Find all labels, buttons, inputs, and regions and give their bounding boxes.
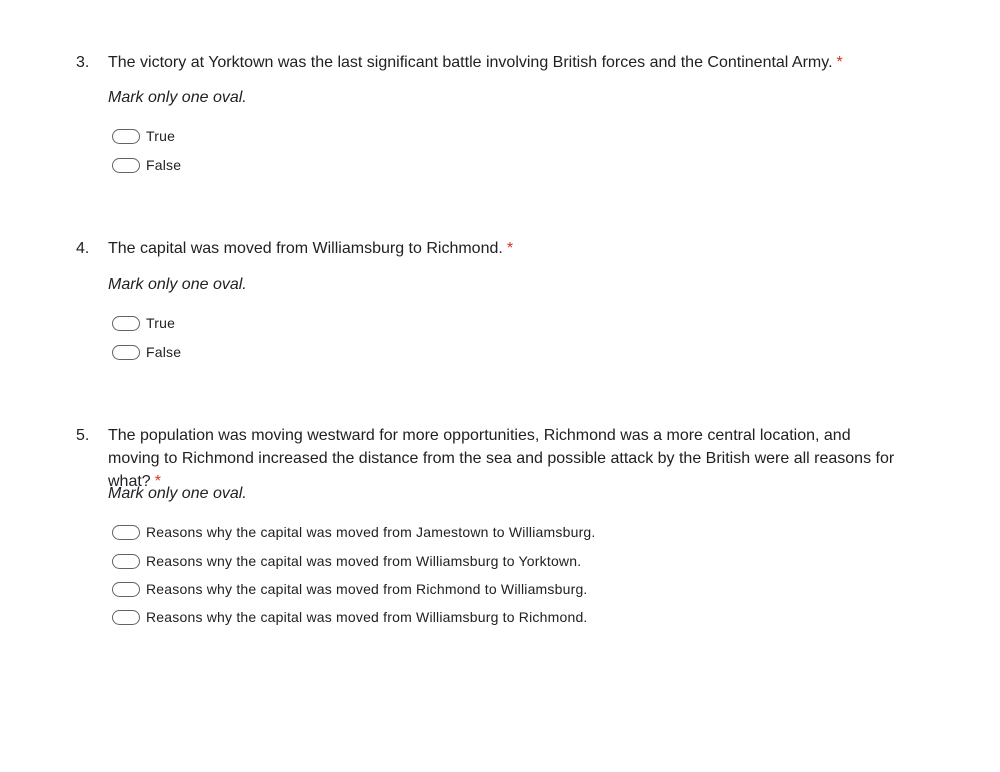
- instruction-text: Mark only one oval.: [108, 485, 247, 502]
- option-true[interactable]: [112, 314, 175, 332]
- option-true[interactable]: [112, 127, 175, 145]
- radio-oval[interactable]: [112, 554, 140, 569]
- required-asterisk: *: [506, 240, 514, 257]
- option-false[interactable]: [112, 156, 181, 174]
- radio-oval[interactable]: [112, 610, 140, 625]
- radio-oval[interactable]: [112, 525, 140, 540]
- question-text: [108, 424, 898, 493]
- radio-oval[interactable]: [112, 158, 140, 173]
- question-text-content: The victory at Yorktown was the last significant battle involving British forces and the Continental Army.: [108, 54, 833, 71]
- question-text-content: The capital was moved from Williamsburg to Richmond.: [108, 240, 503, 257]
- option-false[interactable]: [112, 343, 181, 361]
- question-number: 4.: [76, 240, 90, 257]
- question-number: 5.: [76, 427, 90, 444]
- question-text-content: The population was moving westward for more opportunities, Richmond was a more central location, and moving to Richmond increased the distance from the sea and possible attack by the British were all reasons for what?: [108, 427, 895, 490]
- required-asterisk: *: [836, 54, 843, 71]
- option-label: False: [146, 157, 182, 173]
- option-label: True: [146, 315, 176, 331]
- option-a[interactable]: [112, 523, 596, 541]
- instruction-text: Mark only one oval.: [108, 89, 247, 106]
- option-label: Reasons wny the capital was moved from Williamsburg to Yorktown.: [146, 553, 582, 569]
- option-label: Reasons why the capital was moved from Richmond to Williamsburg.: [146, 581, 588, 597]
- option-d[interactable]: [112, 608, 588, 626]
- option-label: Reasons why the capital was moved from Williamsburg to Richmond.: [146, 609, 588, 625]
- option-label: True: [146, 128, 176, 144]
- radio-oval[interactable]: [112, 316, 140, 331]
- question-text: [108, 51, 908, 74]
- question-number: 3.: [76, 54, 90, 71]
- radio-oval[interactable]: [112, 345, 140, 360]
- instruction-text: Mark only one oval.: [108, 276, 247, 293]
- option-label: False: [146, 344, 182, 360]
- radio-oval[interactable]: [112, 582, 140, 597]
- option-b[interactable]: [112, 552, 581, 570]
- option-c[interactable]: [112, 580, 588, 598]
- option-label: Reasons why the capital was moved from Jamestown to Williamsburg.: [146, 524, 596, 540]
- required-asterisk: *: [154, 473, 161, 490]
- radio-oval[interactable]: [112, 129, 140, 144]
- question-text: [108, 237, 908, 260]
